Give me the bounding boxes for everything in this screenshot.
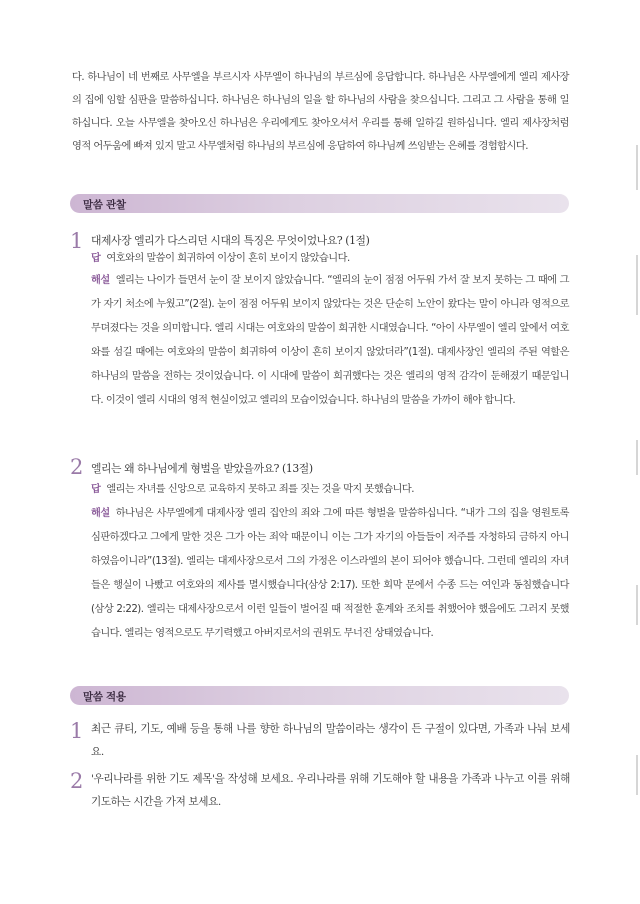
margin-rule (636, 145, 638, 190)
answer-text: 여호와의 말씀이 희귀하여 이상이 흔히 보이지 않았습니다. (106, 253, 350, 264)
answer-text: 엘리는 자녀를 신앙으로 교육하지 못하고 죄를 짓는 것을 막지 못했습니다. (106, 484, 414, 495)
margin-rule (636, 440, 638, 475)
section-title: 말씀 관찰 (83, 199, 126, 211)
commentary-label: 해설 (91, 508, 110, 519)
commentary-paragraph (91, 269, 569, 413)
margin-rule (636, 755, 638, 795)
question-text: 대제사장 엘리가 다스리던 시대의 특징은 무엇이었나요? (1절) (91, 234, 370, 247)
question-number: 1 (70, 229, 84, 253)
answer-line (91, 247, 569, 270)
intro-paragraph: 다. 하나님이 네 번째로 사무엘을 부르시자 사무엘이 하나님의 부르심에 응답합니다. 하나님은 사무엘에게 엘리 제사장의 집에 임할 심판을 말씀하십니다. 하나님은 하나님의 일을 할 하나님의 사람을 찾으십니다. 그리고 그 사람을 통해 일하십니다. 오늘 사무엘을 찾아오신 하나님은 우리에게도 찾아오셔서 우리를 통해 일하길 원하십니다. 엘리 제사장처럼 영적 어두움에 빠져 있지 말고 사무엘처럼 하나님의 부르심에 응답하여 하나님께 쓰임받는 은혜를 경험합시다. (72, 72, 569, 152)
commentary-text: 엘리는 나이가 들면서 눈이 잘 보이지 않았습니다. “엘리의 눈이 점점 어두워 가서 잘 보지 못하는 그 때에 그가 자기 처소에 누웠고”(2절). 눈이 점점 어두워 보이지 않았다는 것은 단순히 노안이 왔다는 말이 아니라 영적으로 무뎌졌다는 것을 의미합니다. 엘리 시대는 여호와의 말씀이 희귀한 시대였습니다. “아이 사무엘이 엘리 앞에서 여호와를 섬길 때에는 여호와의 말씀이 희귀하여 이상이 흔히 보이지 않았더라”(1절). 대제사장인 엘리의 주된 역할은 하나님의 말씀을 전하는 것이었습니다. 이 시대에 말씀이 희귀했다는 것은 엘리의 영적 감각이 둔해졌기 때문입니다. 이것이 엘리 시대의 영적 현실이었고 엘리의 모습이었습니다. 하나님의 말씀을 가까이 해야 합니다. (91, 275, 569, 406)
margin-rule (636, 585, 638, 625)
commentary-paragraph (91, 502, 569, 646)
answer-label: 답 (91, 484, 101, 495)
question-number: 2 (70, 455, 84, 479)
application-item: 최근 큐티, 기도, 예배 등을 통해 나를 향한 하나님의 말씀이라는 생각이 든 구절이 있다면, 가족과 나눠 보세요. (91, 723, 570, 758)
item-number: 1 (70, 719, 84, 743)
answer-line (91, 478, 569, 501)
question-text: 엘리는 왜 하나님에게 형벌을 받았을까요? (13절) (91, 462, 313, 475)
commentary-text: 하나님은 사무엘에게 대제사장 엘리 집안의 죄와 그에 따른 형벌을 말씀하십니다. “내가 그의 집을 영원토록 심판하겠다고 그에게 말한 것은 그가 아는 죄악 때문이니 이는 그가 자기의 아들들이 저주를 자청하되 금하지 아니하였음이니라”(13절). 엘리는 대제사장으로서 그의 가정은 이스라엘의 본이 되어야 했습니다. 그런데 엘리의 자녀들은 행실이 나빴고 여호와의 제사를 멸시했습니다(삼상 2:17). 또한 회막 문에서 수종 드는 여인과 동침했습니다(삼상 2:22). 엘리는 대제사장으로서 이런 일들이 벌어질 때 적절한 훈계와 조치를 취했어야 했음에도 그러지 못했습니다. 엘리는 영적으로도 무기력했고 아버지로서의 권위도 무너진 상태였습니다. (91, 508, 569, 639)
item-number: 2 (70, 769, 84, 793)
margin-rule (636, 255, 638, 315)
section-title: 말씀 적용 (83, 691, 126, 703)
section-header-observation (70, 194, 569, 213)
commentary-label: 해설 (91, 275, 110, 286)
section-header-application (70, 686, 569, 705)
application-item: '우리나라를 위한 기도 제목'을 작성해 보세요. 우리나라를 위해 기도해야 할 내용을 가족과 나누고 이를 위해 기도하는 시간을 가져 보세요. (91, 773, 570, 808)
answer-label: 답 (91, 253, 101, 264)
